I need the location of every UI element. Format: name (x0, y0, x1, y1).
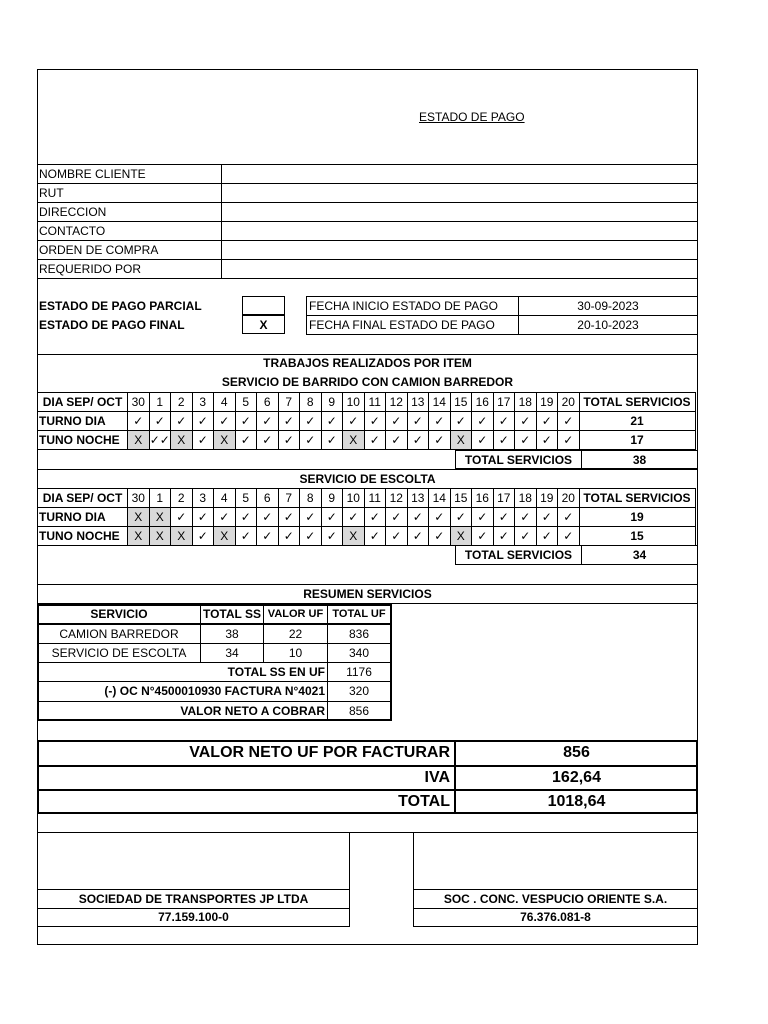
barrido-mark-cell: ✓ (128, 412, 150, 431)
escolta-mark-cell: ✓ (235, 508, 257, 527)
right-company-name: SOC . CONC. VESPUCIO ORIENTE S.A. (443, 891, 668, 906)
resumen-title: RESUMEN SERVICIOS (303, 586, 432, 601)
escolta-mark-cell: ✓ (321, 527, 343, 546)
client-field-label: RUT (39, 185, 64, 200)
parcial-label: ESTADO DE PAGO PARCIAL (39, 298, 202, 313)
fecha-final-label: FECHA FINAL ESTADO DE PAGO (309, 317, 495, 332)
barrido-title: SERVICIO DE BARRIDO CON CAMION BARREDOR (221, 374, 514, 389)
day-header: 14 (429, 489, 451, 508)
escolta-mark-cell: X (343, 527, 365, 546)
fecha-inicio-value: 30-09-2023 (577, 298, 639, 313)
escolta-mark-cell: ✓ (192, 527, 214, 546)
client-field-value (222, 202, 697, 221)
client-field-value (222, 183, 697, 202)
barrido-mark-cell: ✓ (429, 412, 451, 431)
resumen-row-servicio: CAMION BARREDOR (59, 626, 179, 641)
shift-label: TUNO NOCHE (38, 431, 128, 450)
client-field-value (222, 259, 697, 278)
resumen-row-total-uf: 836 (348, 626, 370, 641)
barrido-mark-cell: ✓ (257, 412, 279, 431)
resumen-row-total-uf: 340 (348, 645, 370, 660)
day-header: 5 (235, 489, 257, 508)
barrido-mark-cell: ✓ (429, 431, 451, 450)
escolta-mark-cell: ✓ (364, 527, 386, 546)
escolta-mark-cell: ✓ (515, 527, 537, 546)
day-header: 19 (536, 489, 558, 508)
barrido-mark-cell: ✓ (407, 431, 429, 450)
parcial-checkbox (242, 296, 285, 315)
day-header: 1 (149, 393, 171, 412)
day-header: 17 (493, 489, 515, 508)
resumen-row-total-ss: 38 (225, 626, 239, 641)
day-header: 3 (192, 393, 214, 412)
total-servicios-header: TOTAL SERVICIOS (579, 393, 695, 412)
final-mark: X (259, 317, 268, 332)
day-header: 16 (472, 489, 494, 508)
client-field-value (222, 240, 697, 259)
barrido-mark-cell: ✓ (493, 412, 515, 431)
shift-label: TUNO NOCHE (38, 527, 128, 546)
escolta-total-label: TOTAL SERVICIOS (464, 547, 573, 562)
barrido-mark-cell: ✓ (171, 412, 193, 431)
page-title: ESTADO DE PAGO (419, 110, 525, 124)
day-header: 1 (149, 489, 171, 508)
neto-facturar-value: 856 (563, 744, 590, 761)
neto-facturar-label: VALOR NETO UF POR FACTURAR (189, 744, 450, 761)
day-header: 20 (558, 393, 580, 412)
iva-label: IVA (424, 768, 450, 786)
day-header: 10 (343, 489, 365, 508)
barrido-mark-cell: ✓ (536, 431, 558, 450)
barrido-mark-cell: ✓ (558, 431, 580, 450)
escolta-mark-cell: ✓ (515, 508, 537, 527)
escolta-mark-cell: X (214, 527, 236, 546)
resumen-header-servicio: SERVICIO (90, 606, 148, 621)
barrido-mark-cell: X (343, 431, 365, 450)
barrido-grid (37, 392, 696, 450)
escolta-mark-cell: ✓ (386, 508, 408, 527)
escolta-mark-cell: ✓ (300, 527, 322, 546)
barrido-mark-cell: ✓ (364, 431, 386, 450)
escolta-mark-cell: ✓ (493, 527, 515, 546)
escolta-total-value: 34 (632, 547, 647, 562)
barrido-mark-cell: ✓ (536, 412, 558, 431)
barrido-mark-cell: X (128, 431, 150, 450)
resumen-row-valor-uf: 22 (288, 626, 303, 641)
escolta-mark-cell: ✓ (450, 508, 472, 527)
barrido-mark-cell: ✓ (472, 412, 494, 431)
barrido-mark-cell: ✓ (493, 431, 515, 450)
day-header: 4 (214, 393, 236, 412)
day-header: 3 (192, 489, 214, 508)
barrido-mark-cell: ✓ (450, 412, 472, 431)
day-header: 15 (450, 489, 472, 508)
resumen-header-valor-uf: VALOR UF (267, 607, 324, 620)
escolta-mark-cell: ✓ (300, 508, 322, 527)
escolta-mark-cell: X (128, 508, 150, 527)
barrido-mark-cell: ✓ (472, 431, 494, 450)
day-header: 20 (558, 489, 580, 508)
total-servicios-header: TOTAL SERVICIOS (579, 489, 695, 508)
resumen-header-total-ss: TOTAL SS (202, 606, 261, 621)
escolta-mark-cell: ✓ (407, 527, 429, 546)
barrido-mark-cell: X (214, 431, 236, 450)
total-ss-uf-label: TOTAL SS EN UF (227, 664, 325, 679)
escolta-mark-cell: ✓ (536, 508, 558, 527)
day-header: 4 (214, 489, 236, 508)
escolta-title: SERVICIO DE ESCOLTA (299, 471, 436, 486)
day-header: 18 (515, 393, 537, 412)
escolta-mark-cell: ✓ (171, 508, 193, 527)
shift-total: 17 (579, 431, 695, 450)
day-header: 2 (171, 393, 193, 412)
barrido-mark-cell: ✓ (364, 412, 386, 431)
barrido-mark-cell: ✓ (558, 412, 580, 431)
day-header: 6 (257, 489, 279, 508)
barrido-mark-cell: ✓ (386, 412, 408, 431)
escolta-mark-cell: X (128, 527, 150, 546)
final-label: ESTADO DE PAGO FINAL (39, 317, 185, 332)
day-header: 6 (257, 393, 279, 412)
day-header: 19 (536, 393, 558, 412)
escolta-mark-cell: ✓ (235, 527, 257, 546)
barrido-mark-cell: ✓ (386, 431, 408, 450)
escolta-mark-cell: ✓ (558, 527, 580, 546)
escolta-mark-cell: ✓ (472, 527, 494, 546)
barrido-mark-cell: ✓ (321, 412, 343, 431)
barrido-mark-cell: ✓ (515, 431, 537, 450)
escolta-mark-cell: ✓ (536, 527, 558, 546)
valor-neto-label: VALOR NETO A COBRAR (180, 703, 325, 718)
day-header: 11 (364, 393, 386, 412)
day-header: 18 (515, 489, 537, 508)
day-header: 13 (407, 489, 429, 508)
client-field-label: CONTACTO (39, 223, 106, 238)
barrido-mark-cell: ✓ (149, 412, 171, 431)
day-header: 13 (407, 393, 429, 412)
escolta-mark-cell: ✓ (407, 508, 429, 527)
escolta-mark-cell: X (149, 508, 171, 527)
escolta-mark-cell: ✓ (321, 508, 343, 527)
escolta-mark-cell: X (171, 527, 193, 546)
escolta-mark-cell: ✓ (493, 508, 515, 527)
resumen-row-total-ss: 34 (225, 645, 239, 660)
escolta-mark-cell: X (450, 527, 472, 546)
right-company-rut: 76.376.081-8 (520, 910, 591, 924)
escolta-grid (37, 488, 696, 546)
client-field-label: REQUERIDO POR (39, 261, 142, 276)
escolta-mark-cell: ✓ (278, 508, 300, 527)
day-header: 30 (128, 489, 150, 508)
barrido-mark-cell: ✓ (192, 431, 214, 450)
day-header: 12 (386, 393, 408, 412)
barrido-mark-cell: ✓ (278, 431, 300, 450)
day-header: 8 (300, 489, 322, 508)
escolta-mark-cell: ✓ (343, 508, 365, 527)
total-value: 1018,64 (547, 792, 606, 810)
iva-value: 162,64 (552, 768, 601, 786)
day-header: 9 (321, 489, 343, 508)
day-header: 11 (364, 489, 386, 508)
resumen-row-valor-uf: 10 (288, 645, 303, 660)
parcial-mark (243, 297, 284, 314)
client-field-label: DIRECCION (39, 204, 107, 219)
barrido-mark-cell: ✓✓ (149, 431, 171, 450)
barrido-mark-cell: ✓ (214, 412, 236, 431)
escolta-mark-cell: ✓ (429, 508, 451, 527)
barrido-total-value: 38 (632, 452, 647, 467)
resumen-row-servicio: SERVICIO DE ESCOLTA (51, 645, 187, 660)
fecha-final-value: 20-10-2023 (577, 317, 639, 332)
trabajos-title: TRABAJOS REALIZADOS POR ITEM (263, 356, 472, 370)
barrido-mark-cell: ✓ (300, 412, 322, 431)
escolta-mark-cell: ✓ (214, 508, 236, 527)
client-field-label: NOMBRE CLIENTE (39, 166, 146, 181)
barrido-mark-cell: ✓ (192, 412, 214, 431)
barrido-mark-cell: ✓ (235, 431, 257, 450)
day-header: 5 (235, 393, 257, 412)
day-header: 7 (278, 393, 300, 412)
shift-total: 21 (579, 412, 695, 431)
left-company-name: SOCIEDAD DE TRANSPORTES JP LTDA (78, 891, 309, 906)
day-header: 8 (300, 393, 322, 412)
total-ss-uf-value: 1176 (346, 664, 372, 679)
fecha-inicio-label: FECHA INICIO ESTADO DE PAGO (309, 298, 498, 313)
escolta-mark-cell: ✓ (558, 508, 580, 527)
days-header: DIA SEP/ OCT (38, 489, 128, 508)
day-header: 15 (450, 393, 472, 412)
escolta-mark-cell: ✓ (278, 527, 300, 546)
client-field-value (222, 164, 697, 183)
day-header: 2 (171, 489, 193, 508)
barrido-mark-cell: ✓ (321, 431, 343, 450)
escolta-mark-cell: ✓ (257, 527, 279, 546)
day-header: 17 (493, 393, 515, 412)
day-header: 9 (321, 393, 343, 412)
day-header: 16 (472, 393, 494, 412)
escolta-mark-cell: X (149, 527, 171, 546)
total-label: TOTAL (398, 792, 450, 810)
shift-total: 19 (579, 508, 695, 527)
day-header: 14 (429, 393, 451, 412)
barrido-total-label: TOTAL SERVICIOS (464, 452, 573, 467)
oc-factura-value: 320 (348, 684, 370, 698)
shift-label: TURNO DIA (38, 412, 128, 431)
day-header: 10 (343, 393, 365, 412)
day-header: 7 (278, 489, 300, 508)
shift-total: 15 (579, 527, 695, 546)
client-field-value (222, 221, 697, 240)
oc-factura-label: (-) OC N°4500010930 FACTURA N°4021 (104, 684, 325, 698)
shift-label: TURNO DIA (38, 508, 128, 527)
valor-neto-value: 856 (348, 703, 370, 718)
escolta-mark-cell: ✓ (257, 508, 279, 527)
barrido-mark-cell: ✓ (235, 412, 257, 431)
barrido-mark-cell: ✓ (257, 431, 279, 450)
barrido-mark-cell: ✓ (278, 412, 300, 431)
barrido-mark-cell: ✓ (515, 412, 537, 431)
client-field-label: ORDEN DE COMPRA (39, 242, 159, 257)
escolta-mark-cell: ✓ (192, 508, 214, 527)
escolta-mark-cell: ✓ (429, 527, 451, 546)
escolta-mark-cell: ✓ (364, 508, 386, 527)
barrido-mark-cell: ✓ (407, 412, 429, 431)
days-header: DIA SEP/ OCT (38, 393, 128, 412)
final-checkbox (242, 315, 285, 334)
day-header: 12 (386, 489, 408, 508)
left-company-rut: 77.159.100-0 (158, 910, 229, 924)
escolta-mark-cell: ✓ (386, 527, 408, 546)
resumen-header-total-uf: TOTAL UF (332, 607, 386, 620)
barrido-mark-cell: X (171, 431, 193, 450)
escolta-mark-cell: ✓ (472, 508, 494, 527)
barrido-mark-cell: ✓ (343, 412, 365, 431)
day-header: 30 (128, 393, 150, 412)
barrido-mark-cell: ✓ (300, 431, 322, 450)
barrido-mark-cell: X (450, 431, 472, 450)
